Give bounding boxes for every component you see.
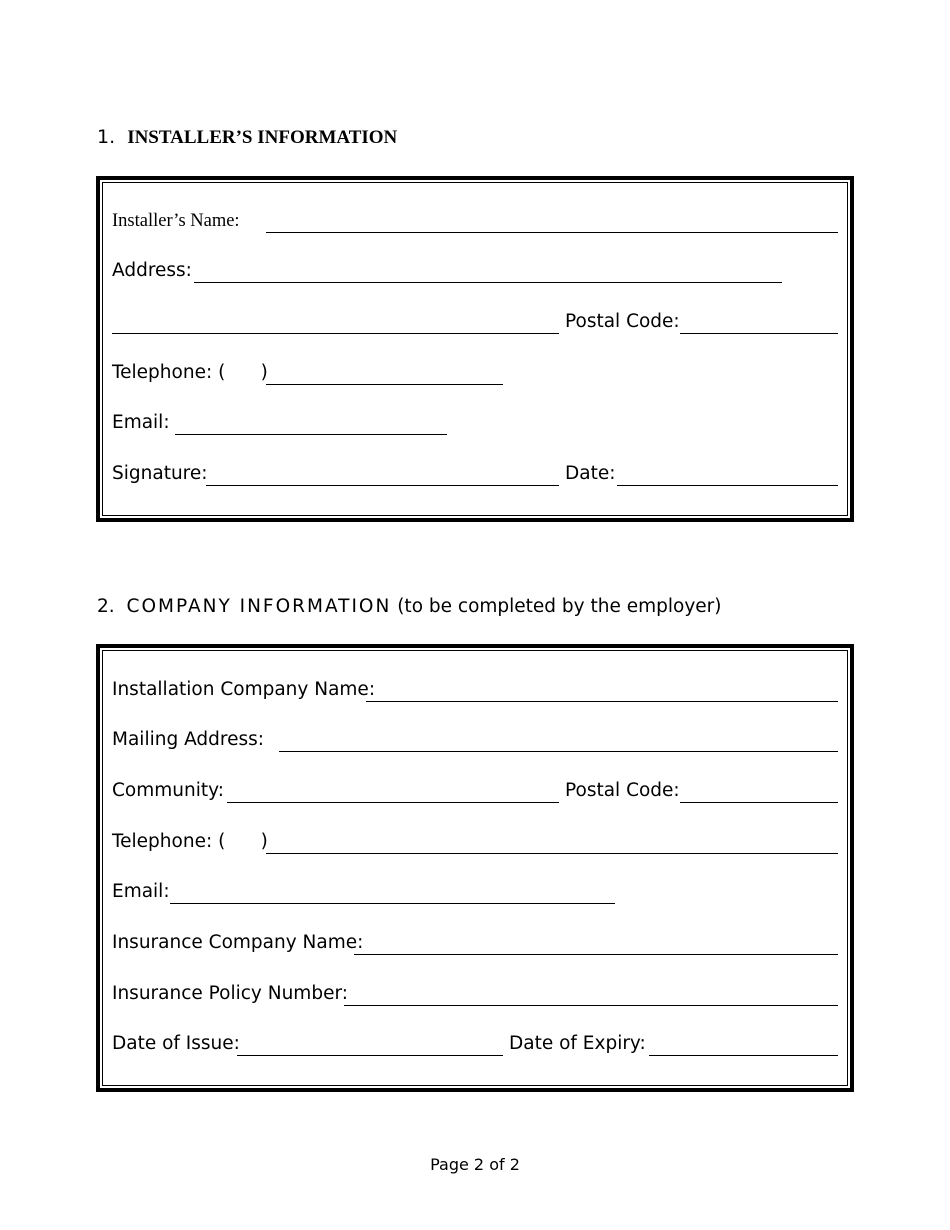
date-field[interactable]	[617, 485, 838, 486]
date-of-issue-label: Date of Issue:	[112, 1033, 240, 1054]
company-email-label: Email:	[112, 881, 170, 902]
company-name-label: Installation Company Name:	[112, 679, 376, 700]
date-of-expiry-label: Date of Expiry:	[509, 1033, 646, 1054]
insurance-company-label: Insurance Company Name:	[112, 932, 364, 953]
community-field[interactable]	[227, 802, 559, 803]
telephone-field[interactable]	[266, 384, 503, 385]
date-label: Date:	[565, 463, 616, 484]
company-telephone-label: Telephone: ( )	[112, 831, 268, 852]
postal-code-field[interactable]	[680, 333, 838, 334]
community-label: Community:	[112, 780, 224, 801]
mailing-address-field[interactable]	[279, 751, 838, 752]
postal-code-label: Postal Code:	[565, 311, 680, 332]
installer-name-label: Installer’s Name:	[112, 211, 240, 231]
mailing-address-label: Mailing Address:	[112, 729, 264, 750]
policy-number-label: Insurance Policy Number:	[112, 983, 348, 1004]
date-of-expiry-field[interactable]	[649, 1055, 838, 1056]
company-name-field[interactable]	[366, 701, 838, 702]
section-2-subtitle: (to be completed by the employer)	[397, 596, 722, 617]
signature-field[interactable]	[206, 485, 559, 486]
section-2-title: COMPANY INFORMATION	[126, 596, 392, 617]
date-of-issue-field[interactable]	[237, 1055, 503, 1056]
installer-name-field[interactable]	[266, 232, 838, 233]
section-1-number: 1.	[97, 126, 116, 148]
email-label: Email:	[112, 412, 170, 433]
email-field[interactable]	[175, 434, 447, 435]
section-2-number: 2.	[97, 596, 115, 617]
address-line-2-field[interactable]	[112, 333, 559, 334]
company-telephone-field[interactable]	[266, 853, 838, 854]
page-number: Page 2 of 2	[430, 1155, 520, 1174]
company-email-field[interactable]	[170, 903, 615, 904]
section-1-heading	[97, 126, 397, 149]
section-1-title: INSTALLER’S INFORMATION	[127, 127, 398, 148]
section-2-heading	[97, 596, 722, 617]
company-postal-code-label: Postal Code:	[565, 780, 680, 801]
company-info-box	[96, 644, 854, 1092]
telephone-label: Telephone: ( )	[112, 362, 268, 383]
address-label: Address:	[112, 260, 192, 281]
policy-number-field[interactable]	[344, 1005, 838, 1006]
insurance-company-field[interactable]	[354, 954, 838, 955]
company-postal-code-field[interactable]	[680, 802, 838, 803]
address-field[interactable]	[194, 282, 782, 283]
signature-label: Signature:	[112, 463, 208, 484]
